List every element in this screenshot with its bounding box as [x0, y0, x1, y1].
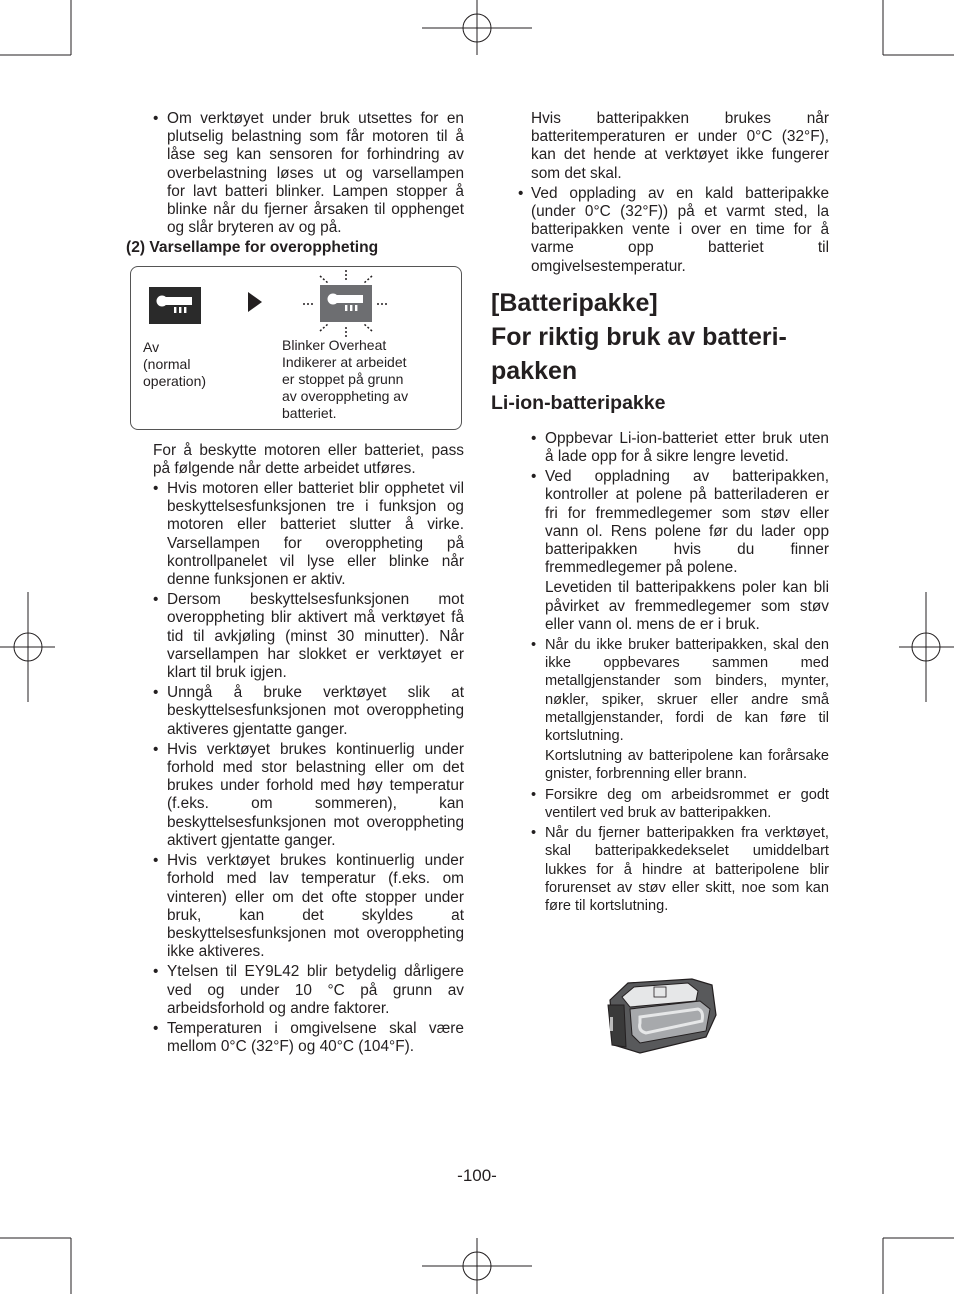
label-blinking — [282, 337, 408, 422]
list-item — [126, 480, 464, 589]
label-line: (normal — [143, 355, 191, 372]
list-item — [491, 430, 829, 466]
bullet-text: Ved opplading av en kald batteripakke (under 0°C (32°F)) på et varmt sted, la batteripakken vente i over en time for å varme opp batteriet til omgivelsestemperatur. — [531, 184, 829, 275]
bullet: • — [531, 429, 537, 447]
section-heading — [491, 286, 829, 388]
bullet-text: Hvis verktøyet brukes kontinuerlig under forhold med lav temperatur (f.eks. om vinteren) eller om det ofte stopper under bruk, kan det skyldes at beskyttelsesfunksjonen mot overoppheting ikke aktiveres. — [167, 852, 464, 961]
bullet: • — [153, 852, 159, 870]
continued-paragraph: Hvis batteripakken brukes når batteritemperaturen er under 0°C (32°F), kan det hende at verktøyet ikke fungerer som det skal. — [531, 110, 829, 182]
list-item — [126, 963, 464, 1018]
bullet-text: Hvis motoren eller batteriet blir opphetet vil beskyttelsesfunksjonen tre i funksjon og motoren eller batteriet slutter å virke. Varsellampen for overoppheting på kontrollpanelet vil lyse eller blinke når denne funksjonen er aktiv. — [167, 480, 464, 589]
label-line: er stoppet på grunn — [282, 370, 404, 387]
list-item-note: Levetiden til batteripakkens poler kan bli påvirket av fremmedlegemer som støv eller vann ol. mens de er i bruk. — [545, 579, 829, 633]
bullet-text: Ved oppladning av batteripakken, kontroller at polene på batteriladeren er fri for fremmedlegemer som støv eller vann ol. Rens polene før du lader opp batteripakken hvis du finner fremmedlegemer på polene. — [545, 468, 829, 577]
bullet: • — [531, 786, 537, 803]
lamp-off-icon — [149, 287, 201, 324]
list-item — [126, 684, 464, 739]
list-item — [126, 110, 464, 237]
list-item — [126, 591, 464, 682]
bullet: • — [531, 825, 537, 842]
list-item — [126, 1020, 464, 1056]
section-subheading: (2) Varsellampe for overoppheting — [126, 239, 379, 257]
list-item-note: Kortslutning av batteripolene kan forårsake gnister, forbrenning eller brann. — [545, 748, 829, 783]
list-item — [126, 741, 464, 850]
intro-paragraph: For å beskytte motoren eller batteriet, pass på følgende når dette arbeidet utføres. — [153, 441, 464, 477]
bullet: • — [518, 184, 524, 202]
bullet-text: Om verktøyet under bruk utsettes for en plutselig belastning som får motoren til å låse seg kan sensoren for forhindring av overbelastning løses ut og varsellampen for lavt batteri blinker. Lampen stopper å blinke når du fjerner årsaken til opphenget og slår bryteren av og på. — [167, 110, 464, 237]
heading-line: For riktig bruk av batteri- — [491, 322, 787, 351]
list-item — [126, 852, 464, 961]
bullet-text: Oppbevar Li-ion-batteriet etter bruk uten å lade opp for å sikre lengre levetid. — [545, 429, 829, 466]
label-line: Blinker Overheat — [282, 336, 387, 353]
bullet-text: Unngå å bruke verktøyet slik at beskyttelsesfunksjonen mot overoppheting aktiveres gjentatte ganger. — [167, 684, 464, 738]
bullet-text: Når du ikke bruker batteripakken, skal den ikke oppbevares sammen med metallgjenstander som binders, mynter, nøkler, spiker, skruer eller andre små metallgjenstander, fordi de kan føre til kortslutning. — [545, 637, 829, 745]
right-column — [491, 110, 829, 917]
bullet-text: Når du fjerner batteripakken fra verktøyet, skal batteripakkedekselet umiddelbart lukkes for å hindre at batteripolene blir forurenset av støv eller skitt, noe som kan føre til kortslutning. — [545, 825, 829, 914]
label-line: av overoppheting av — [282, 387, 409, 404]
lamp-blinking-icon — [303, 270, 389, 337]
bullet: • — [153, 480, 159, 498]
bullet: • — [153, 110, 159, 127]
label-line: batteriet. — [282, 404, 337, 421]
bullet: • — [531, 637, 537, 654]
list-item — [491, 786, 829, 822]
section-subheading: Li-ion-batteripakke — [491, 391, 666, 414]
list-item — [491, 468, 829, 577]
bullet-text: Forsikre deg om arbeidsrommet er godt ventilert ved bruk av batteripakken. — [545, 786, 829, 821]
list-item — [491, 185, 829, 276]
bullet: • — [153, 591, 159, 609]
list-item — [491, 636, 829, 745]
label-line: Indikerer at arbeidet — [282, 353, 407, 370]
warning-lamp-panel — [130, 266, 462, 430]
bullet: • — [153, 1019, 159, 1037]
bullet-text: Dersom beskyttelsesfunksjonen mot overoppheting blir aktivert må verktøyet få tid til avkjøling (minst 30 minutter). Når varsellampen har slokket er verktøyet er klart til bruk igjen. — [167, 591, 464, 682]
list-item — [491, 824, 829, 915]
bullet: • — [531, 468, 537, 486]
label-off — [143, 339, 206, 390]
bullet-text: Ytelsen til EY9L42 blir betydelig dårligere ved og under 10 °C på grunn av arbeidsforhold og andre faktorer. — [167, 963, 464, 1017]
arrow-right-icon — [248, 292, 262, 312]
label-line: Av — [143, 338, 160, 355]
page-number: -100- — [457, 1166, 497, 1185]
bullet: • — [153, 740, 159, 758]
bullet-text: Hvis verktøyet brukes kontinuerlig under forhold med stor belastning eller om det brukes under forhold med høy temperatur (f.eks. om sommeren), kan beskyttelsesfunksjonen mot overoppheting aktivert gjentatte ganger. — [167, 740, 464, 849]
label-line: operation) — [143, 372, 207, 389]
bullet: • — [153, 684, 159, 702]
left-column — [126, 110, 464, 1058]
battery-pack-image — [600, 975, 720, 1057]
bullet-text: Temperaturen i omgivelsene skal være mellom 0°C (32°F) og 40°C (104°F). — [167, 1019, 464, 1056]
bullet: • — [153, 963, 159, 981]
heading-line: [Batteripakke] — [491, 288, 658, 317]
heading-line: pakken — [491, 356, 578, 385]
